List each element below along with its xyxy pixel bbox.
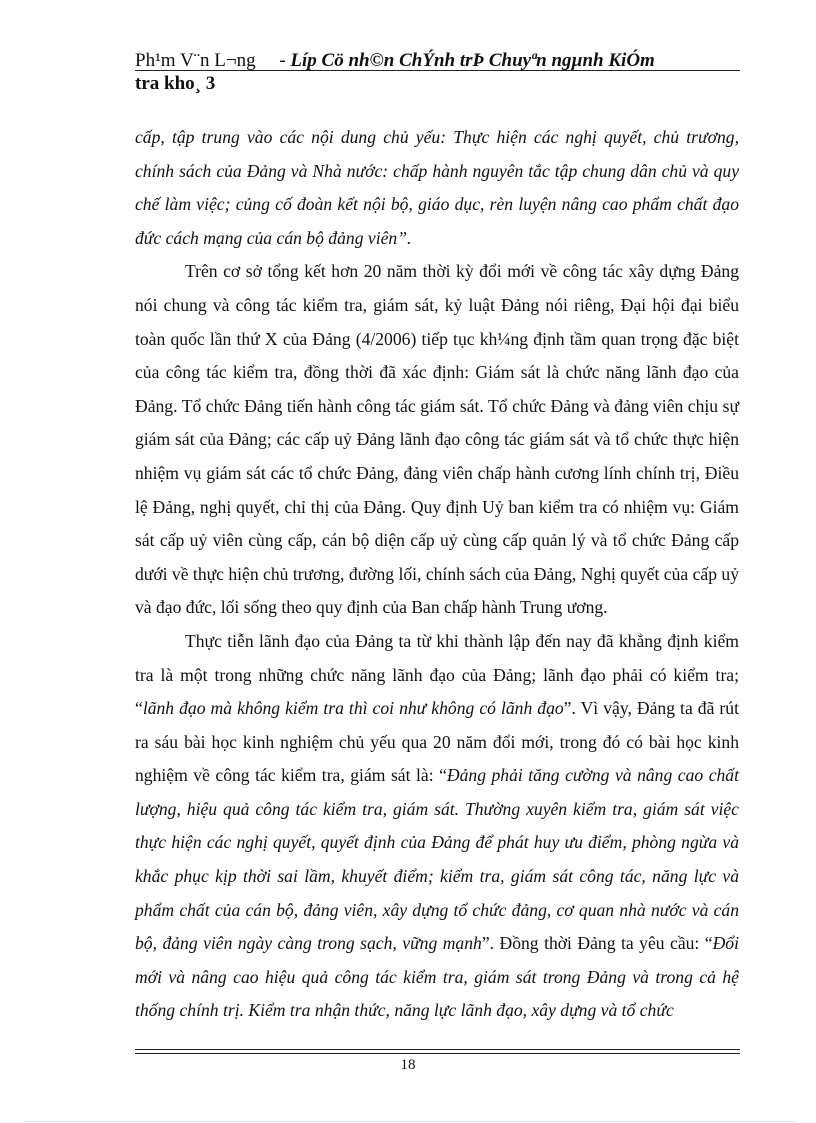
quote-3: Đổi mới và nâng cao hiệu quả công tác kiểm tra, giám sát trong Đảng và trong cả hệ thống chính trị. Kiểm tra nhận thức, năng lực lãnh đạo, xây dựng và tổ chức	[135, 933, 739, 1021]
quote-2: Đảng phải tăng cường và nâng cao chất lượng, hiệu quả công tác kiểm tra, giám sát. Thường xuyên kiểm tra, giám sát việc thực hiện các nghị quyết, quyết định của Đảng để phát huy ưu điểm, phòng ngừa và khắc phục kịp thời sai lầm, khuyết điểm; kiểm tra, giám sát công tác, năng lực và phẩm chất của cán bộ, đảng viên, xây dựng tổ chức đảng, cơ quan nhà nước và cán bộ, đảng viên ngày càng trong sạch, vững mạnh	[135, 765, 739, 954]
paragraph-3-text-a: Thực tiễn lãnh đạo của Đảng ta từ khi thành lập đến nay đã khẳng định kiểm tra là một trong những chức năng lãnh đạo của Đảng; lãnh đạo phải có kiểm tra; “	[135, 630, 739, 719]
footer-rule-top	[135, 1049, 740, 1050]
paragraph-2-text: Trên cơ sở tổng kết hơn 20 năm thời kỳ đổi mới về công tác xây dựng Đảng nói chung và công tác kiểm tra, giám sát, kỷ luật Đảng nói riêng, Đại hội đại biểu toàn quốc lần thứ X của Đảng (4/2006) tiếp tục kh¼ng định tầm quan trọng đặc biệt của công tác kiểm tra, đồng thời đã xác định: Giám sát là chức năng lãnh đạo của Đảng. Tổ chức Đảng tiến hành công tác giám sát. Tổ chức Đảng và đảng viên chịu sự giám sát của Đảng; các cấp uỷ Đảng lãnh đạo công tác giám sát và tổ chức thực hiện nhiệm vụ giám sát các tổ chức Đảng, đảng viên chấp hành cương lính chính trị, Điều lệ Đảng, nghị quyết, chỉ thị của Đảng. Quy định Uỷ ban kiểm tra có nhiệm vụ: Giám sát cấp uỷ viên cùng cấp, cán bộ diện cấp uỷ cùng cấp quản lý và tổ chức Đảng cấp dưới về thực hiện chủ trương, đường lối, chính sách của Đảng, Nghị quyết của cấp uỷ và đạo đức, lối sống theo quy định của Ban chấp hành Trung ương.	[135, 261, 739, 618]
header-rule	[135, 70, 740, 71]
body-text	[135, 121, 739, 1028]
header-title: Líp Cö nh©n ChÝnh trÞ Chuyªn ngµnh KiÓm	[290, 50, 655, 71]
header-separator: ng -	[236, 50, 291, 71]
paragraph-1-text: cấp, tập trung vào các nội dung chủ yếu: Thực hiện các nghị quyết, chủ trương, chính sách của Đảng và Nhà nước: chấp hành nguyên tắc tập chung dân chủ và quy chế làm việc; củng cố đoàn kết nội bộ, giáo dục, rèn luyện nâng cao phẩm chất đạo đức cách mạng của cán bộ đảng viên”.	[135, 127, 739, 248]
page-edge	[25, 1121, 795, 1122]
quote-1: lãnh đạo mà không kiểm tra thì coi như không có lãnh đạo	[142, 698, 564, 719]
page-header	[135, 50, 740, 95]
paragraph-3-text-b: ”. Vì vậy, Đảng ta đã rút ra sáu bài học kinh nghiệm chủ yếu qua 20 năm đổi mới, trong đó có bài học kinh nghiệm về công tác kiểm tra, giám sát là: “	[135, 698, 739, 786]
footer-rule-bottom	[135, 1053, 740, 1054]
paragraph-1	[135, 121, 739, 255]
page-number: 18	[400, 1057, 416, 1073]
paragraph-3	[135, 625, 739, 1028]
paragraph-3-text-c: ”. Đồng thời Đảng ta yêu cầu: “	[481, 933, 713, 954]
paragraph-2	[135, 255, 739, 625]
header-title-continued: tra kho¸ 3	[135, 73, 216, 94]
header-line	[135, 50, 740, 72]
header-author: Ph¹m V¨n L¬	[135, 50, 237, 71]
